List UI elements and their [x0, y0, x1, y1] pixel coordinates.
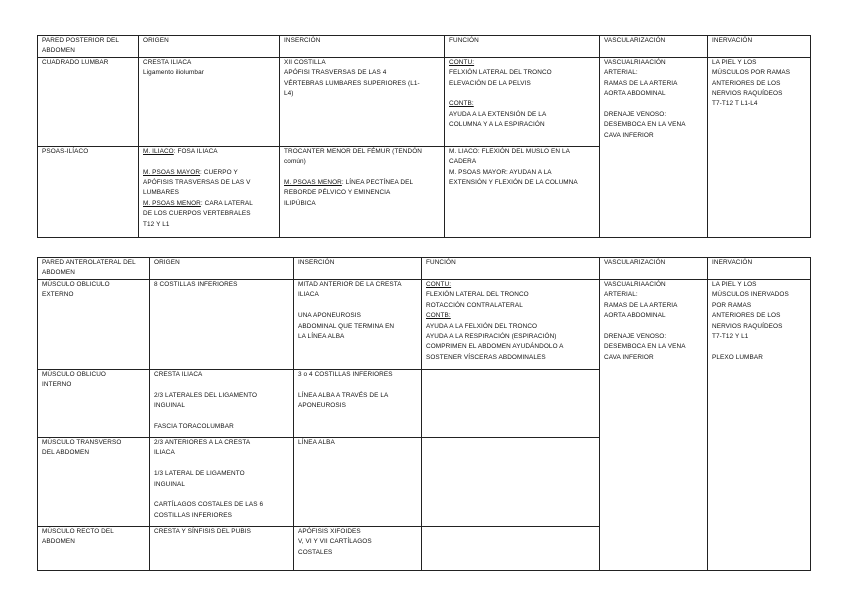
header-cell: FUNCIÓN [445, 36, 600, 58]
origin-cell: CRESTA ILIACA 2/3 LATERALES DEL LIGAMENTO INGUINAL FASCIA TORACOLUMBAR [150, 370, 294, 438]
muscle-name: PSOAS-ILÍACO [38, 146, 139, 237]
muscle-name: MÚSCULO TRANSVERSO DEL ABDOMEN [38, 438, 150, 527]
origin-cell: CRESTA ILIACA Ligamento iliolumbar [139, 57, 280, 146]
table-row [38, 280, 811, 370]
header-cell: ORIGEN [139, 36, 280, 58]
header-cell: FUNCIÓN [422, 258, 600, 280]
function-cell: CONTU: FLEXIÓN LATERAL DEL TRONCO ROTACCIÓN CONTRALATERAL CONTB: AYUDA A LA FELXIÓN DEL TRONCO AYUDA A LA RESPIRACIÓN (ESPIRACIÓN) COMPRIMEN EL ABDOMEN AYUDÁNDOLO A SOSTENER VÍSCERAS ABDOMINALES [422, 280, 600, 370]
header-cell: INERVACIÓN [708, 36, 811, 58]
muscle-name: MÚSCULO RECTO DEL ABDOMEN [38, 527, 150, 571]
origin-cell: 2/3 ANTERIORES A LA CRESTA ILIACA 1/3 LATERAL DE LIGAMENTO INGUINAL CARTÍLAGOS COSTALES DE LAS 6 COSTILLAS INFERIORES [150, 438, 294, 527]
muscle-name: CUADRADO LUMBAR [38, 57, 139, 146]
insertion-cell: MITAD ANTERIOR DE LA CRESTA ILIACA UNA APONEUROSIS ABDOMINAL QUE TERMINA EN LA LÍNEA ALBA [294, 280, 422, 370]
header-cell: VASCULARIZACIÓN [600, 36, 708, 58]
function-cell: CONTU: FELXIÓN LATERAL DEL TRONCO ELEVACIÓN DE LA PELVIS CONTB: AYUDA A LA EXTENSIÓN DE LA COLUMNA Y A LA ESPIRACIÓN [445, 57, 600, 146]
innervation-cell: LA PIEL Y LOS MÚSCULOS INERVADOS POR RAMAS ANTERIORES DE LOS NERVIOS RAQUÍDEOS T7-T12 Y L1 PLEXO LUMBAR [708, 280, 811, 571]
insertion-cell: 3 o 4 COSTILLAS INFERIORES LÍNEA ALBA A TRAVÉS DE LA APONEUROSIS [294, 370, 422, 438]
header-cell: PARED POSTERIOR DEL ABDOMEN [38, 36, 139, 58]
table-header-row [38, 36, 811, 58]
insertion-cell: APÓFISIS XIFOIDES V, VI Y VII CARTÍLAGOS COSTALES [294, 527, 422, 571]
header-cell: INERVACIÓN [708, 258, 811, 280]
vascularization-cell: VASCUALRIAACIÓN ARTERIAL: RAMAS DE LA ARTERIA AORTA ABDOMINAL DRENAJE VENOSO: DESEMBOCA EN LA VENA CAVA INFERIOR [600, 57, 708, 237]
header-cell: INSERCIÓN [280, 36, 445, 58]
muscle-name: MÚSCULO OBLICULO EXTERNO [38, 280, 150, 370]
muscle-name: MÚSCULO OBLICUO INTERNO [38, 370, 150, 438]
function-cell [422, 438, 600, 527]
table-header-row [38, 258, 811, 280]
innervation-cell: LA PIEL Y LOS MÚSCULOS POR RAMAS ANTERIORES DE LOS NERVIOS RAQUÍDEOS T7-T12 T L1-L4 [708, 57, 811, 237]
posterior-wall-table [37, 35, 811, 238]
header-cell: VASCULARIZACIÓN [600, 258, 708, 280]
function-cell [422, 527, 600, 571]
insertion-cell: TROCANTER MENOR DEL FÉMUR (TENDÓN común) M. PSOAS MENOR: LÍNEA PECTÍNEA DEL REBORDE PÉLVICO Y EMINENCIA ILIPÚBICA [280, 146, 445, 237]
origin-cell: 8 COSTILLAS INFERIORES [150, 280, 294, 370]
function-cell [422, 370, 600, 438]
anterolateral-wall-table [37, 257, 811, 571]
header-cell: PARED ANTEROLATERAL DEL ABDOMEN [38, 258, 150, 280]
vascularization-cell: VASCUALRIAACIÓN ARTERIAL: RAMAS DE LA ARTERIA AORTA ABDOMINAL DRENAJE VENOSO: DESEMBOCA EN LA VENA CAVA INFERIOR [600, 280, 708, 571]
header-cell: INSERCIÓN [294, 258, 422, 280]
function-cell: M. LIACO: FLEXIÓN DEL MUSLO EN LA CADERA M. PSOAS MAYOR: AYUDAN A LA EXTENSIÓN Y FLEXIÓN DE LA COLUMNA [445, 146, 600, 237]
insertion-cell: LÍNEA ALBA [294, 438, 422, 527]
header-cell: ORIGEN [150, 258, 294, 280]
insertion-cell: XII COSTILLA APÓFISI TRASVERSAS DE LAS 4 VÉRTEBRAS LUMBARES SUPERIORES (L1- L4) [280, 57, 445, 146]
origin-cell: CRESTA Y SÍNFISIS DEL PUBIS [150, 527, 294, 571]
table-row [38, 57, 811, 146]
origin-cell: M. ILIACO: FOSA ILIACA M. PSOAS MAYOR: CUERPO Y APÓFISIS TRASVERSAS DE LAS V LUMBARES M. PSOAS MENOR: CARA LATERAL DE LOS CUERPOS VERTEBRALES T12 Y L1 [139, 146, 280, 237]
